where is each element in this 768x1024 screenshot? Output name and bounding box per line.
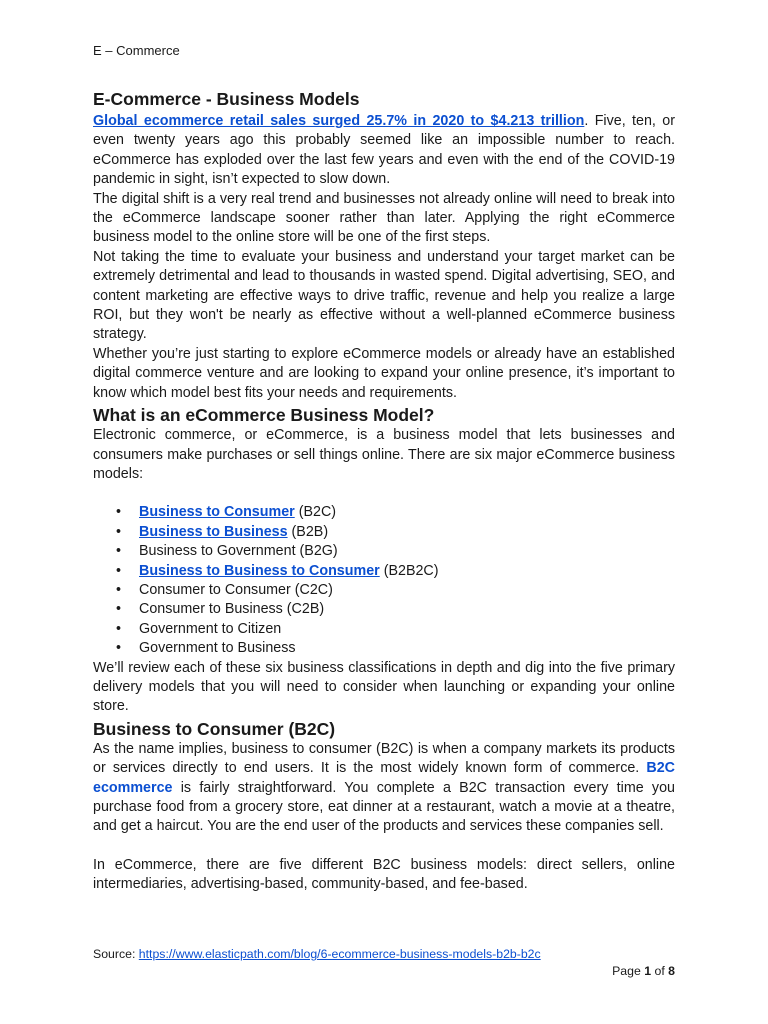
page-number <box>612 964 675 978</box>
page-header: E – Commerce <box>93 43 180 58</box>
review-paragraph: We’ll review each of these six business classifications in depth and dig into the five primary delivery models that you will need to consider when launching or expanding your online store. <box>93 659 675 715</box>
paragraph-target-market: Not taking the time to evaluate your business and understand your target market can be extremely detrimental and lead to thousands in wasted spend. Digital advertising, SEO, and content marketing are effective ways to drive traffic, revenue and help you realize a large ROI, but they won't be nearly as effective without a well-planned eCommerce business strategy. <box>93 248 675 343</box>
b2b2c-link[interactable]: Business to Business to Consumer <box>139 562 380 579</box>
b2c-models-paragraph: In eCommerce, there are five different B2C business models: direct sellers, online intermediaries, advertising-based, community-based, and fee-based. <box>93 856 675 893</box>
page-label: Page <box>612 964 645 978</box>
source-label: Source: <box>93 947 139 961</box>
paragraph-spacer <box>93 837 675 856</box>
models-list <box>93 503 675 658</box>
b2c-text-after: is fairly straightforward. You complete a B2C transaction every time you purchase food from a grocery store, eat dinner at a restaurant, watch a movie at a theatre, and get a haircut. You are the end user of the products and services these companies sell. <box>93 779 675 835</box>
bullet-icon: • <box>116 504 122 521</box>
bullet-icon: • <box>116 640 122 657</box>
paragraph-digital-shift: The digital shift is a very real trend and businesses not already online will need to break into the eCommerce landscape sooner rather than later. Applying the right eCommerce business model to the online store will be one of the first steps. <box>93 190 675 246</box>
list-item <box>93 503 675 522</box>
intro-paragraph <box>93 112 675 190</box>
b2c-text-before: As the name implies, business to consumer (B2C) is when a company markets its products or services directly to end users. It is the most widely known form of commerce. <box>93 740 675 777</box>
list-item-text: Government to Citizen <box>139 620 282 637</box>
page-footer <box>93 947 541 961</box>
paragraph-explore-models: Whether you’re just starting to explore eCommerce models or already have an established digital commerce venture and are looking to expand your online presence, it’s important to know which model best fits your needs and requirements. <box>93 345 675 401</box>
list-item-suffix: (B2C) <box>294 504 337 521</box>
list-item <box>93 523 675 542</box>
bullet-icon: • <box>116 620 122 637</box>
list-item <box>93 620 675 639</box>
page-of: of <box>651 964 669 978</box>
bullet-icon: • <box>116 581 122 598</box>
page-title: E-Commerce - Business Models <box>93 89 360 109</box>
page-total: 8 <box>668 964 675 978</box>
list-item <box>93 600 675 619</box>
b2c-ecommerce-link[interactable]: B2C ecommerce <box>93 760 675 796</box>
main-content <box>93 89 675 895</box>
section-heading-b2c: Business to Consumer (B2C) <box>93 718 336 739</box>
section-what-is-text: Electronic commerce, or eCommerce, is a business model that lets businesses and consumers make purchases or sell things online. There are six major eCommerce business models: <box>93 427 675 482</box>
page-current: 1 <box>644 964 652 978</box>
b2c-link[interactable]: Business to Consumer <box>139 504 295 521</box>
sales-stat-link[interactable]: Global ecommerce retail sales surged 25.7% in 2020 to $4.213 trillion <box>93 113 585 129</box>
list-item-suffix: (B2B) <box>287 523 329 540</box>
list-item-text: Government to Business <box>139 640 296 657</box>
bullet-icon: • <box>116 523 122 540</box>
b2b-link[interactable]: Business to Business <box>139 523 288 540</box>
bullet-icon: • <box>116 562 122 579</box>
list-item <box>93 639 675 658</box>
list-item-text: Consumer to Business (C2B) <box>139 601 325 618</box>
b2c-paragraph <box>93 740 675 837</box>
list-item <box>93 581 675 600</box>
list-item-text: Business to Government (B2G) <box>139 543 338 560</box>
section-heading-what-is: What is an eCommerce Business Model? <box>93 405 435 426</box>
list-item <box>93 562 675 581</box>
bullet-icon: • <box>116 543 122 560</box>
intro-text: . Five, ten, or even twenty years ago this probably seemed like an impossible number to reach. eCommerce has exploded over the last few years and even with the end of the COVID-19 pandemic in sight, isn’t expected to slow down. <box>93 113 675 188</box>
list-item <box>93 542 675 561</box>
bullet-icon: • <box>116 601 122 618</box>
list-item-suffix: (B2B2C) <box>379 562 439 579</box>
list-item-text: Consumer to Consumer (C2C) <box>139 581 333 598</box>
source-link[interactable]: https://www.elasticpath.com/blog/6-ecommerce-business-models-b2b-b2c <box>138 947 541 961</box>
